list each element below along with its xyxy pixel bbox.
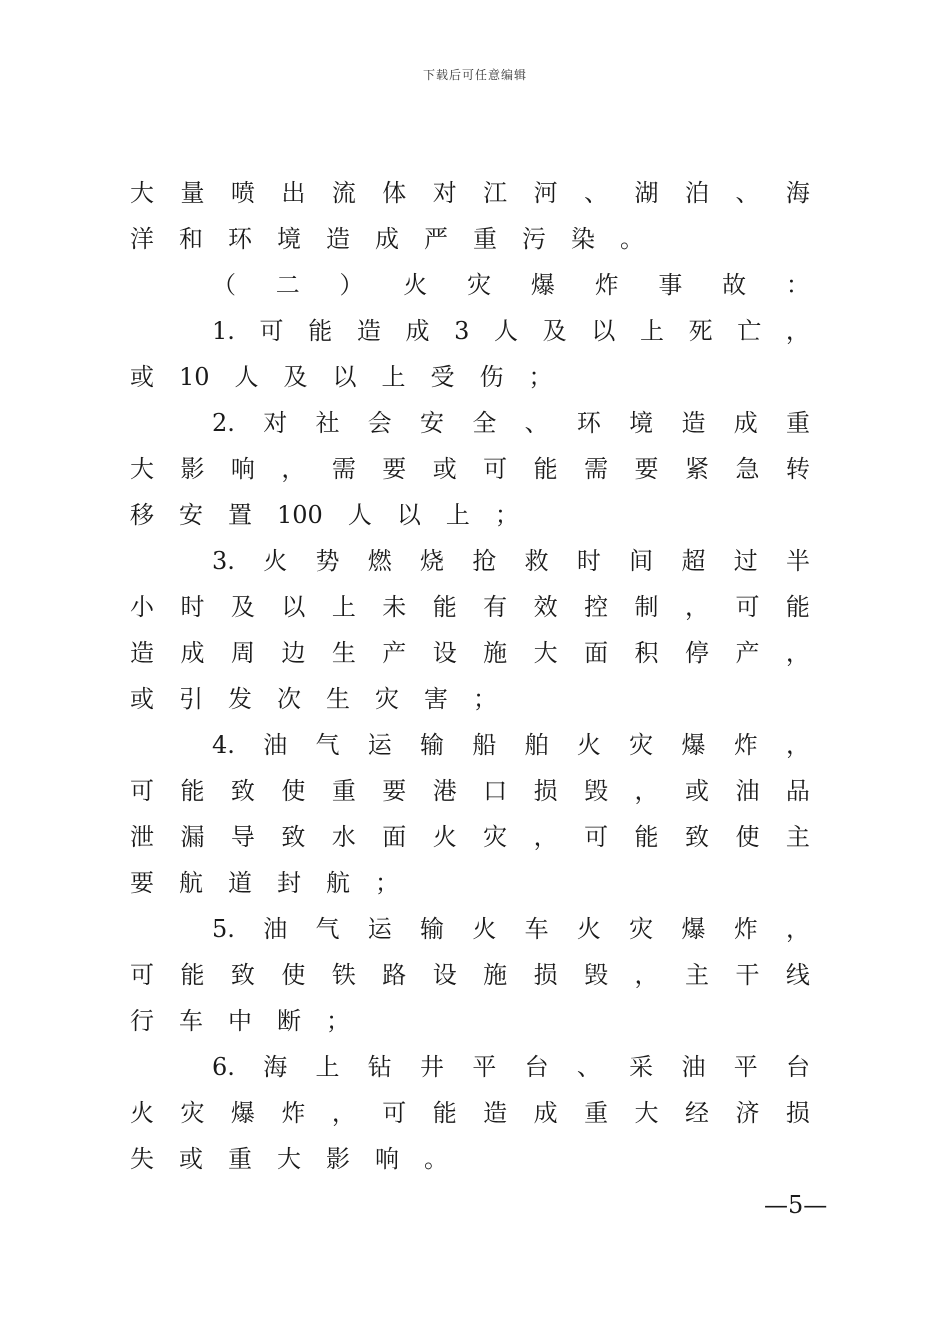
text-glyph: 上 xyxy=(381,363,406,391)
text-glyph: 钻 xyxy=(367,1053,392,1081)
text-glyph: 泄 xyxy=(130,823,154,851)
text-glyph: 响 xyxy=(230,455,255,483)
text-glyph: 环 xyxy=(228,225,252,253)
text-glyph: 平 xyxy=(472,1053,497,1081)
text-line xyxy=(130,952,810,998)
text-glyph: 爆 xyxy=(530,271,555,299)
text-glyph: 积 xyxy=(634,639,659,667)
text-glyph: 造 xyxy=(130,639,154,667)
text-glyph: 爆 xyxy=(230,1099,255,1127)
text-glyph: 紧 xyxy=(684,455,709,483)
text-glyph: 响 xyxy=(375,1145,399,1173)
text-glyph: 染 xyxy=(571,225,595,253)
text-glyph: ， xyxy=(533,823,558,851)
text-glyph: ， xyxy=(785,639,810,667)
text-glyph: 量 xyxy=(180,179,205,207)
text-glyph: 成 xyxy=(405,317,430,345)
text-glyph: 。 xyxy=(424,1145,448,1173)
text-glyph: 置 xyxy=(228,501,252,529)
text-glyph: 境 xyxy=(629,409,654,437)
text-glyph: 需 xyxy=(584,455,609,483)
text-glyph: 炸 xyxy=(281,1099,306,1127)
document-body xyxy=(130,170,810,1182)
text-glyph: 使 xyxy=(735,823,760,851)
text-glyph: 成 xyxy=(375,225,399,253)
text-line xyxy=(212,308,810,354)
text-glyph: 损 xyxy=(533,961,558,989)
text-glyph: 井 xyxy=(420,1053,445,1081)
text-glyph: 采 xyxy=(629,1053,654,1081)
text-glyph: 次 xyxy=(277,685,301,713)
text-glyph: 湖 xyxy=(634,179,659,207)
text-glyph: 发 xyxy=(228,685,252,713)
text-glyph: 成 xyxy=(533,1099,558,1127)
text-glyph: 或 xyxy=(130,363,154,391)
text-glyph: 火 xyxy=(263,547,288,575)
text-line xyxy=(130,814,810,860)
text-glyph: 致 xyxy=(281,823,306,851)
text-glyph: 平 xyxy=(733,1053,758,1081)
text-glyph: 大 xyxy=(277,1145,301,1173)
text-glyph: 未 xyxy=(382,593,407,621)
text-glyph: 或 xyxy=(684,777,709,805)
text-glyph: 小 xyxy=(130,593,154,621)
text-glyph: 4. xyxy=(212,731,235,759)
text-glyph: 火 xyxy=(432,823,457,851)
text-glyph: 燃 xyxy=(367,547,392,575)
text-glyph: 产 xyxy=(382,639,407,667)
text-glyph: 要 xyxy=(382,455,407,483)
text-glyph: ； xyxy=(473,685,497,713)
text-glyph: 江 xyxy=(483,179,508,207)
text-glyph: 人 xyxy=(234,363,259,391)
text-glyph: 停 xyxy=(684,639,709,667)
text-glyph: 能 xyxy=(432,1099,457,1127)
text-glyph: 大 xyxy=(130,455,154,483)
text-glyph: 漏 xyxy=(180,823,205,851)
text-glyph: ， xyxy=(281,455,306,483)
text-line xyxy=(130,860,810,906)
text-line xyxy=(212,262,810,308)
text-glyph: ） xyxy=(339,271,364,299)
text-glyph: 油 xyxy=(681,1053,706,1081)
text-glyph: 和 xyxy=(179,225,203,253)
text-glyph: 影 xyxy=(326,1145,350,1173)
text-glyph: 灾 xyxy=(180,1099,205,1127)
text-glyph: 生 xyxy=(331,639,356,667)
text-glyph: ； xyxy=(326,1007,350,1035)
text-glyph: 大 xyxy=(533,639,558,667)
text-glyph: 对 xyxy=(263,409,288,437)
text-glyph: 致 xyxy=(230,777,255,805)
text-glyph: 人 xyxy=(347,501,372,529)
text-glyph: 全 xyxy=(472,409,497,437)
text-line xyxy=(212,906,810,952)
text-glyph: 引 xyxy=(179,685,203,713)
text-glyph: 亡 xyxy=(737,317,762,345)
text-glyph: 运 xyxy=(367,731,392,759)
text-glyph: 要 xyxy=(382,777,407,805)
text-glyph: 造 xyxy=(356,317,381,345)
text-glyph: 二 xyxy=(275,271,300,299)
text-glyph: 死 xyxy=(688,317,713,345)
text-glyph: ； xyxy=(494,501,519,529)
text-glyph: 造 xyxy=(326,225,350,253)
text-glyph: 5. xyxy=(212,915,235,943)
text-glyph: 需 xyxy=(331,455,356,483)
text-glyph: 以 xyxy=(332,363,357,391)
text-glyph: ； xyxy=(528,363,553,391)
text-glyph: ， xyxy=(634,777,659,805)
text-glyph: 产 xyxy=(735,639,760,667)
text-glyph: 使 xyxy=(281,961,306,989)
text-line xyxy=(130,676,810,722)
text-glyph: 大 xyxy=(130,179,154,207)
text-glyph: 施 xyxy=(483,961,508,989)
text-glyph: 以 xyxy=(591,317,616,345)
text-glyph: 中 xyxy=(228,1007,252,1035)
text-glyph: 失 xyxy=(130,1145,154,1173)
text-glyph: 烧 xyxy=(420,547,445,575)
text-glyph: 伤 xyxy=(479,363,504,391)
text-glyph: 经 xyxy=(684,1099,709,1127)
text-glyph: 干 xyxy=(735,961,760,989)
text-glyph: 控 xyxy=(584,593,609,621)
text-glyph: 及 xyxy=(230,593,255,621)
text-glyph: 封 xyxy=(277,869,301,897)
text-glyph: 救 xyxy=(524,547,549,575)
text-line xyxy=(130,446,810,492)
text-glyph: 边 xyxy=(281,639,306,667)
text-glyph: 污 xyxy=(522,225,546,253)
text-glyph: 爆 xyxy=(681,731,706,759)
text-line xyxy=(130,354,810,400)
text-glyph: 100 xyxy=(277,501,323,529)
text-line xyxy=(212,400,810,446)
text-glyph: ， xyxy=(331,1099,356,1127)
text-glyph: 面 xyxy=(584,639,609,667)
text-glyph: 安 xyxy=(420,409,445,437)
text-glyph: 社 xyxy=(315,409,340,437)
text-glyph: 重 xyxy=(473,225,497,253)
text-glyph: 口 xyxy=(483,777,508,805)
text-glyph: 效 xyxy=(533,593,558,621)
text-glyph: 品 xyxy=(785,777,810,805)
text-line xyxy=(212,538,810,584)
text-glyph: 输 xyxy=(420,915,445,943)
text-glyph: 过 xyxy=(733,547,758,575)
text-glyph: 上 xyxy=(445,501,470,529)
text-glyph: 设 xyxy=(432,961,457,989)
text-glyph: 毁 xyxy=(584,777,609,805)
text-glyph: 主 xyxy=(684,961,709,989)
text-glyph: ， xyxy=(786,915,810,943)
text-glyph: 间 xyxy=(629,547,654,575)
text-line xyxy=(130,630,810,676)
text-glyph: 、 xyxy=(735,179,760,207)
text-glyph: 油 xyxy=(735,777,760,805)
text-glyph: 铁 xyxy=(331,961,356,989)
text-glyph: 油 xyxy=(263,731,288,759)
text-glyph: ： xyxy=(785,271,810,299)
text-glyph: 3. xyxy=(212,547,235,575)
text-glyph: 车 xyxy=(179,1007,203,1035)
text-glyph: 面 xyxy=(382,823,407,851)
text-glyph: 灾 xyxy=(629,915,654,943)
text-glyph: 或 xyxy=(179,1145,203,1173)
text-glyph: ， xyxy=(786,731,810,759)
text-line xyxy=(130,1090,810,1136)
text-glyph: 火 xyxy=(472,915,497,943)
text-glyph: 故 xyxy=(722,271,747,299)
text-glyph: 3 xyxy=(454,317,470,345)
text-glyph: 大 xyxy=(634,1099,659,1127)
text-glyph: 灾 xyxy=(629,731,654,759)
text-glyph: 火 xyxy=(576,915,601,943)
text-glyph: 事 xyxy=(658,271,683,299)
text-glyph: 灾 xyxy=(375,685,399,713)
text-glyph: 港 xyxy=(432,777,457,805)
text-glyph: 6. xyxy=(212,1053,235,1081)
text-glyph: ， xyxy=(634,961,659,989)
text-glyph: 移 xyxy=(130,501,154,529)
text-glyph: 或 xyxy=(130,685,154,713)
text-glyph: 境 xyxy=(277,225,301,253)
text-glyph: 可 xyxy=(735,593,760,621)
text-glyph: 抢 xyxy=(472,547,497,575)
text-glyph: 航 xyxy=(179,869,203,897)
text-glyph: 能 xyxy=(533,455,558,483)
text-glyph: 重 xyxy=(228,1145,252,1173)
text-glyph: 河 xyxy=(533,179,558,207)
text-glyph: 行 xyxy=(130,1007,154,1035)
text-glyph: 施 xyxy=(483,639,508,667)
text-glyph: 出 xyxy=(281,179,306,207)
text-glyph: 灾 xyxy=(467,271,492,299)
text-glyph: 半 xyxy=(786,547,810,575)
text-glyph: 油 xyxy=(263,915,288,943)
text-glyph: 重 xyxy=(786,409,810,437)
text-glyph: 上 xyxy=(331,593,356,621)
text-glyph: ； xyxy=(375,869,399,897)
text-glyph: 车 xyxy=(524,915,549,943)
text-glyph: 。 xyxy=(620,225,644,253)
text-line xyxy=(130,998,810,1044)
text-line xyxy=(212,1044,810,1090)
text-glyph: 以 xyxy=(396,501,421,529)
text-glyph: 海 xyxy=(263,1053,288,1081)
text-glyph: 能 xyxy=(308,317,333,345)
text-glyph: 成 xyxy=(180,639,205,667)
text-glyph: 线 xyxy=(785,961,810,989)
text-glyph: 能 xyxy=(785,593,810,621)
text-glyph: 设 xyxy=(432,639,457,667)
text-glyph: 炸 xyxy=(594,271,619,299)
text-glyph: 水 xyxy=(331,823,356,851)
text-glyph: 台 xyxy=(786,1053,810,1081)
text-glyph: 对 xyxy=(432,179,457,207)
text-glyph: 、 xyxy=(524,409,549,437)
text-glyph: 火 xyxy=(130,1099,154,1127)
text-line xyxy=(130,170,810,216)
text-glyph: 有 xyxy=(483,593,508,621)
text-glyph: 舶 xyxy=(524,731,549,759)
text-glyph: 要 xyxy=(130,869,154,897)
text-glyph: 安 xyxy=(179,501,203,529)
text-glyph: 船 xyxy=(472,731,497,759)
text-glyph: 、 xyxy=(576,1053,601,1081)
text-line xyxy=(212,722,810,768)
text-glyph: 能 xyxy=(634,823,659,851)
text-glyph: 毁 xyxy=(584,961,609,989)
text-glyph: 爆 xyxy=(681,915,706,943)
text-glyph: 严 xyxy=(424,225,448,253)
text-glyph: 台 xyxy=(524,1053,549,1081)
text-line xyxy=(130,1136,810,1182)
text-glyph: 周 xyxy=(230,639,255,667)
text-glyph: 重 xyxy=(331,777,356,805)
text-glyph: 受 xyxy=(430,363,455,391)
text-glyph: 使 xyxy=(281,777,306,805)
text-glyph: 海 xyxy=(785,179,810,207)
text-glyph: 济 xyxy=(735,1099,760,1127)
text-glyph: 致 xyxy=(684,823,709,851)
text-glyph: 生 xyxy=(326,685,350,713)
text-line xyxy=(130,492,810,538)
text-glyph: 输 xyxy=(420,731,445,759)
text-line xyxy=(130,216,810,262)
text-glyph: 及 xyxy=(283,363,308,391)
text-glyph: 上 xyxy=(639,317,664,345)
text-glyph: 或 xyxy=(432,455,457,483)
header-note: 下载后可任意编辑 xyxy=(422,68,527,82)
text-glyph: 灾 xyxy=(483,823,508,851)
text-glyph: ， xyxy=(785,317,810,345)
text-glyph: 急 xyxy=(735,455,760,483)
text-glyph: 人 xyxy=(494,317,519,345)
text-glyph: 洋 xyxy=(130,225,154,253)
text-glyph: 气 xyxy=(315,915,340,943)
text-glyph: 道 xyxy=(228,869,252,897)
text-glyph: 气 xyxy=(315,731,340,759)
text-glyph: 导 xyxy=(230,823,255,851)
text-glyph: 运 xyxy=(367,915,392,943)
text-glyph: 喷 xyxy=(230,179,255,207)
text-glyph: 断 xyxy=(277,1007,301,1035)
text-glyph: 转 xyxy=(785,455,810,483)
text-glyph: 1. xyxy=(212,317,235,345)
text-glyph: 损 xyxy=(533,777,558,805)
text-glyph: 时 xyxy=(576,547,601,575)
text-glyph: 致 xyxy=(230,961,255,989)
text-glyph: 超 xyxy=(681,547,706,575)
text-glyph: 路 xyxy=(382,961,407,989)
text-glyph: 2. xyxy=(212,409,235,437)
text-glyph: 流 xyxy=(331,179,356,207)
text-glyph: 害 xyxy=(424,685,448,713)
text-glyph: 10 xyxy=(179,363,210,391)
text-glyph: 影 xyxy=(180,455,205,483)
text-glyph: 主 xyxy=(785,823,810,851)
text-glyph: 会 xyxy=(367,409,392,437)
text-glyph: （ xyxy=(212,271,236,299)
text-glyph: ， xyxy=(684,593,709,621)
text-glyph: 体 xyxy=(382,179,407,207)
text-glyph: 火 xyxy=(403,271,428,299)
text-glyph: 上 xyxy=(315,1053,340,1081)
text-glyph: 造 xyxy=(483,1099,508,1127)
text-glyph: 以 xyxy=(281,593,306,621)
text-glyph: 炸 xyxy=(733,731,758,759)
text-glyph: 能 xyxy=(432,593,457,621)
text-glyph: 制 xyxy=(634,593,659,621)
page-number: —5— xyxy=(764,1191,828,1219)
text-glyph: 火 xyxy=(576,731,601,759)
text-glyph: 要 xyxy=(634,455,659,483)
text-line xyxy=(130,768,810,814)
text-glyph: 、 xyxy=(584,179,609,207)
text-glyph: 炸 xyxy=(733,915,758,943)
text-line xyxy=(130,584,810,630)
text-glyph: 可 xyxy=(130,961,154,989)
text-glyph: 可 xyxy=(483,455,508,483)
text-glyph: 造 xyxy=(681,409,706,437)
text-glyph: 可 xyxy=(584,823,609,851)
text-glyph: 成 xyxy=(733,409,758,437)
text-glyph: 可 xyxy=(130,777,154,805)
text-glyph: 势 xyxy=(315,547,340,575)
text-glyph: 航 xyxy=(326,869,350,897)
text-glyph: 能 xyxy=(180,777,205,805)
text-glyph: 环 xyxy=(576,409,601,437)
text-glyph: 可 xyxy=(382,1099,407,1127)
text-glyph: 泊 xyxy=(684,179,709,207)
text-glyph: 时 xyxy=(180,593,205,621)
text-glyph: 损 xyxy=(785,1099,810,1127)
text-glyph: 可 xyxy=(259,317,284,345)
text-glyph: 能 xyxy=(180,961,205,989)
text-glyph: 重 xyxy=(584,1099,609,1127)
text-glyph: 及 xyxy=(542,317,567,345)
